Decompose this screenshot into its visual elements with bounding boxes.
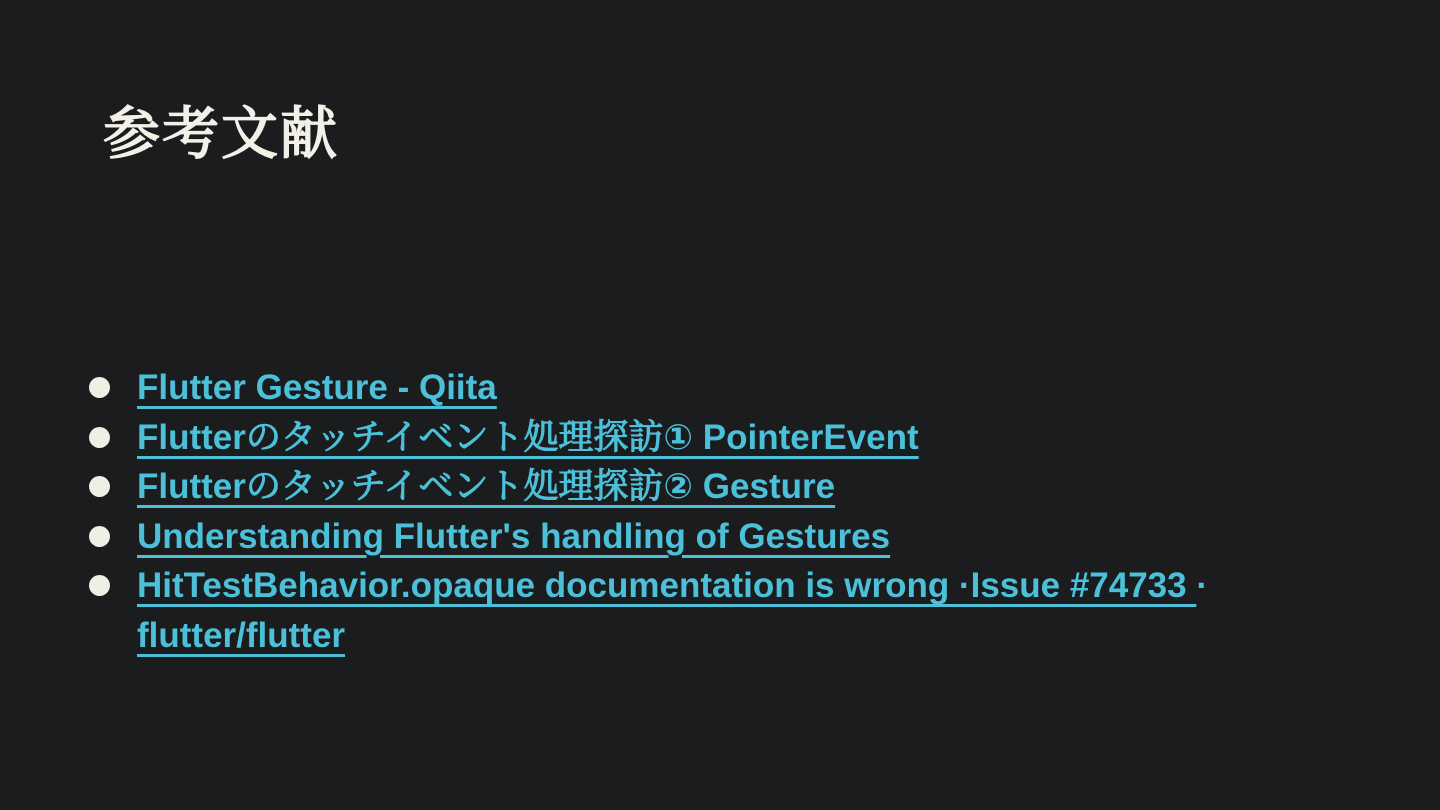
link-pointerevent-article[interactable]: Flutterのタッチイベント処理探訪① PointerEvent (137, 417, 919, 457)
list-item (88, 561, 1298, 660)
reference-text (137, 561, 1298, 660)
link-gesture-article[interactable]: Flutterのタッチイベント処理探訪② Gesture (137, 467, 836, 506)
bullet-icon (88, 363, 137, 413)
link-understanding-gestures[interactable]: Understanding Flutter's handling of Gestures (137, 516, 891, 556)
page-title: 参考文献 (103, 102, 339, 166)
list-item (88, 512, 1298, 562)
bullet-icon (88, 462, 137, 512)
list-item (88, 363, 1298, 413)
bullet-icon (88, 512, 137, 562)
reference-list (88, 363, 1298, 660)
reference-text (137, 462, 1298, 512)
reference-text (137, 512, 1298, 562)
bullet-icon (88, 561, 137, 611)
bullet-icon (88, 413, 137, 463)
link-flutter-gesture-qiita[interactable]: Flutter Gesture - Qiita (137, 368, 497, 407)
reference-text (137, 363, 1298, 413)
link-flutter-repo[interactable]: flutter/flutter (137, 615, 346, 655)
separator-dot: · (1196, 566, 1208, 605)
link-hittestbehavior-issue[interactable]: HitTestBehavior.opaque documentation is wrong ·Issue #74733 (137, 566, 1197, 605)
list-item (88, 462, 1298, 512)
reference-text (137, 413, 1298, 463)
list-item (88, 413, 1298, 463)
